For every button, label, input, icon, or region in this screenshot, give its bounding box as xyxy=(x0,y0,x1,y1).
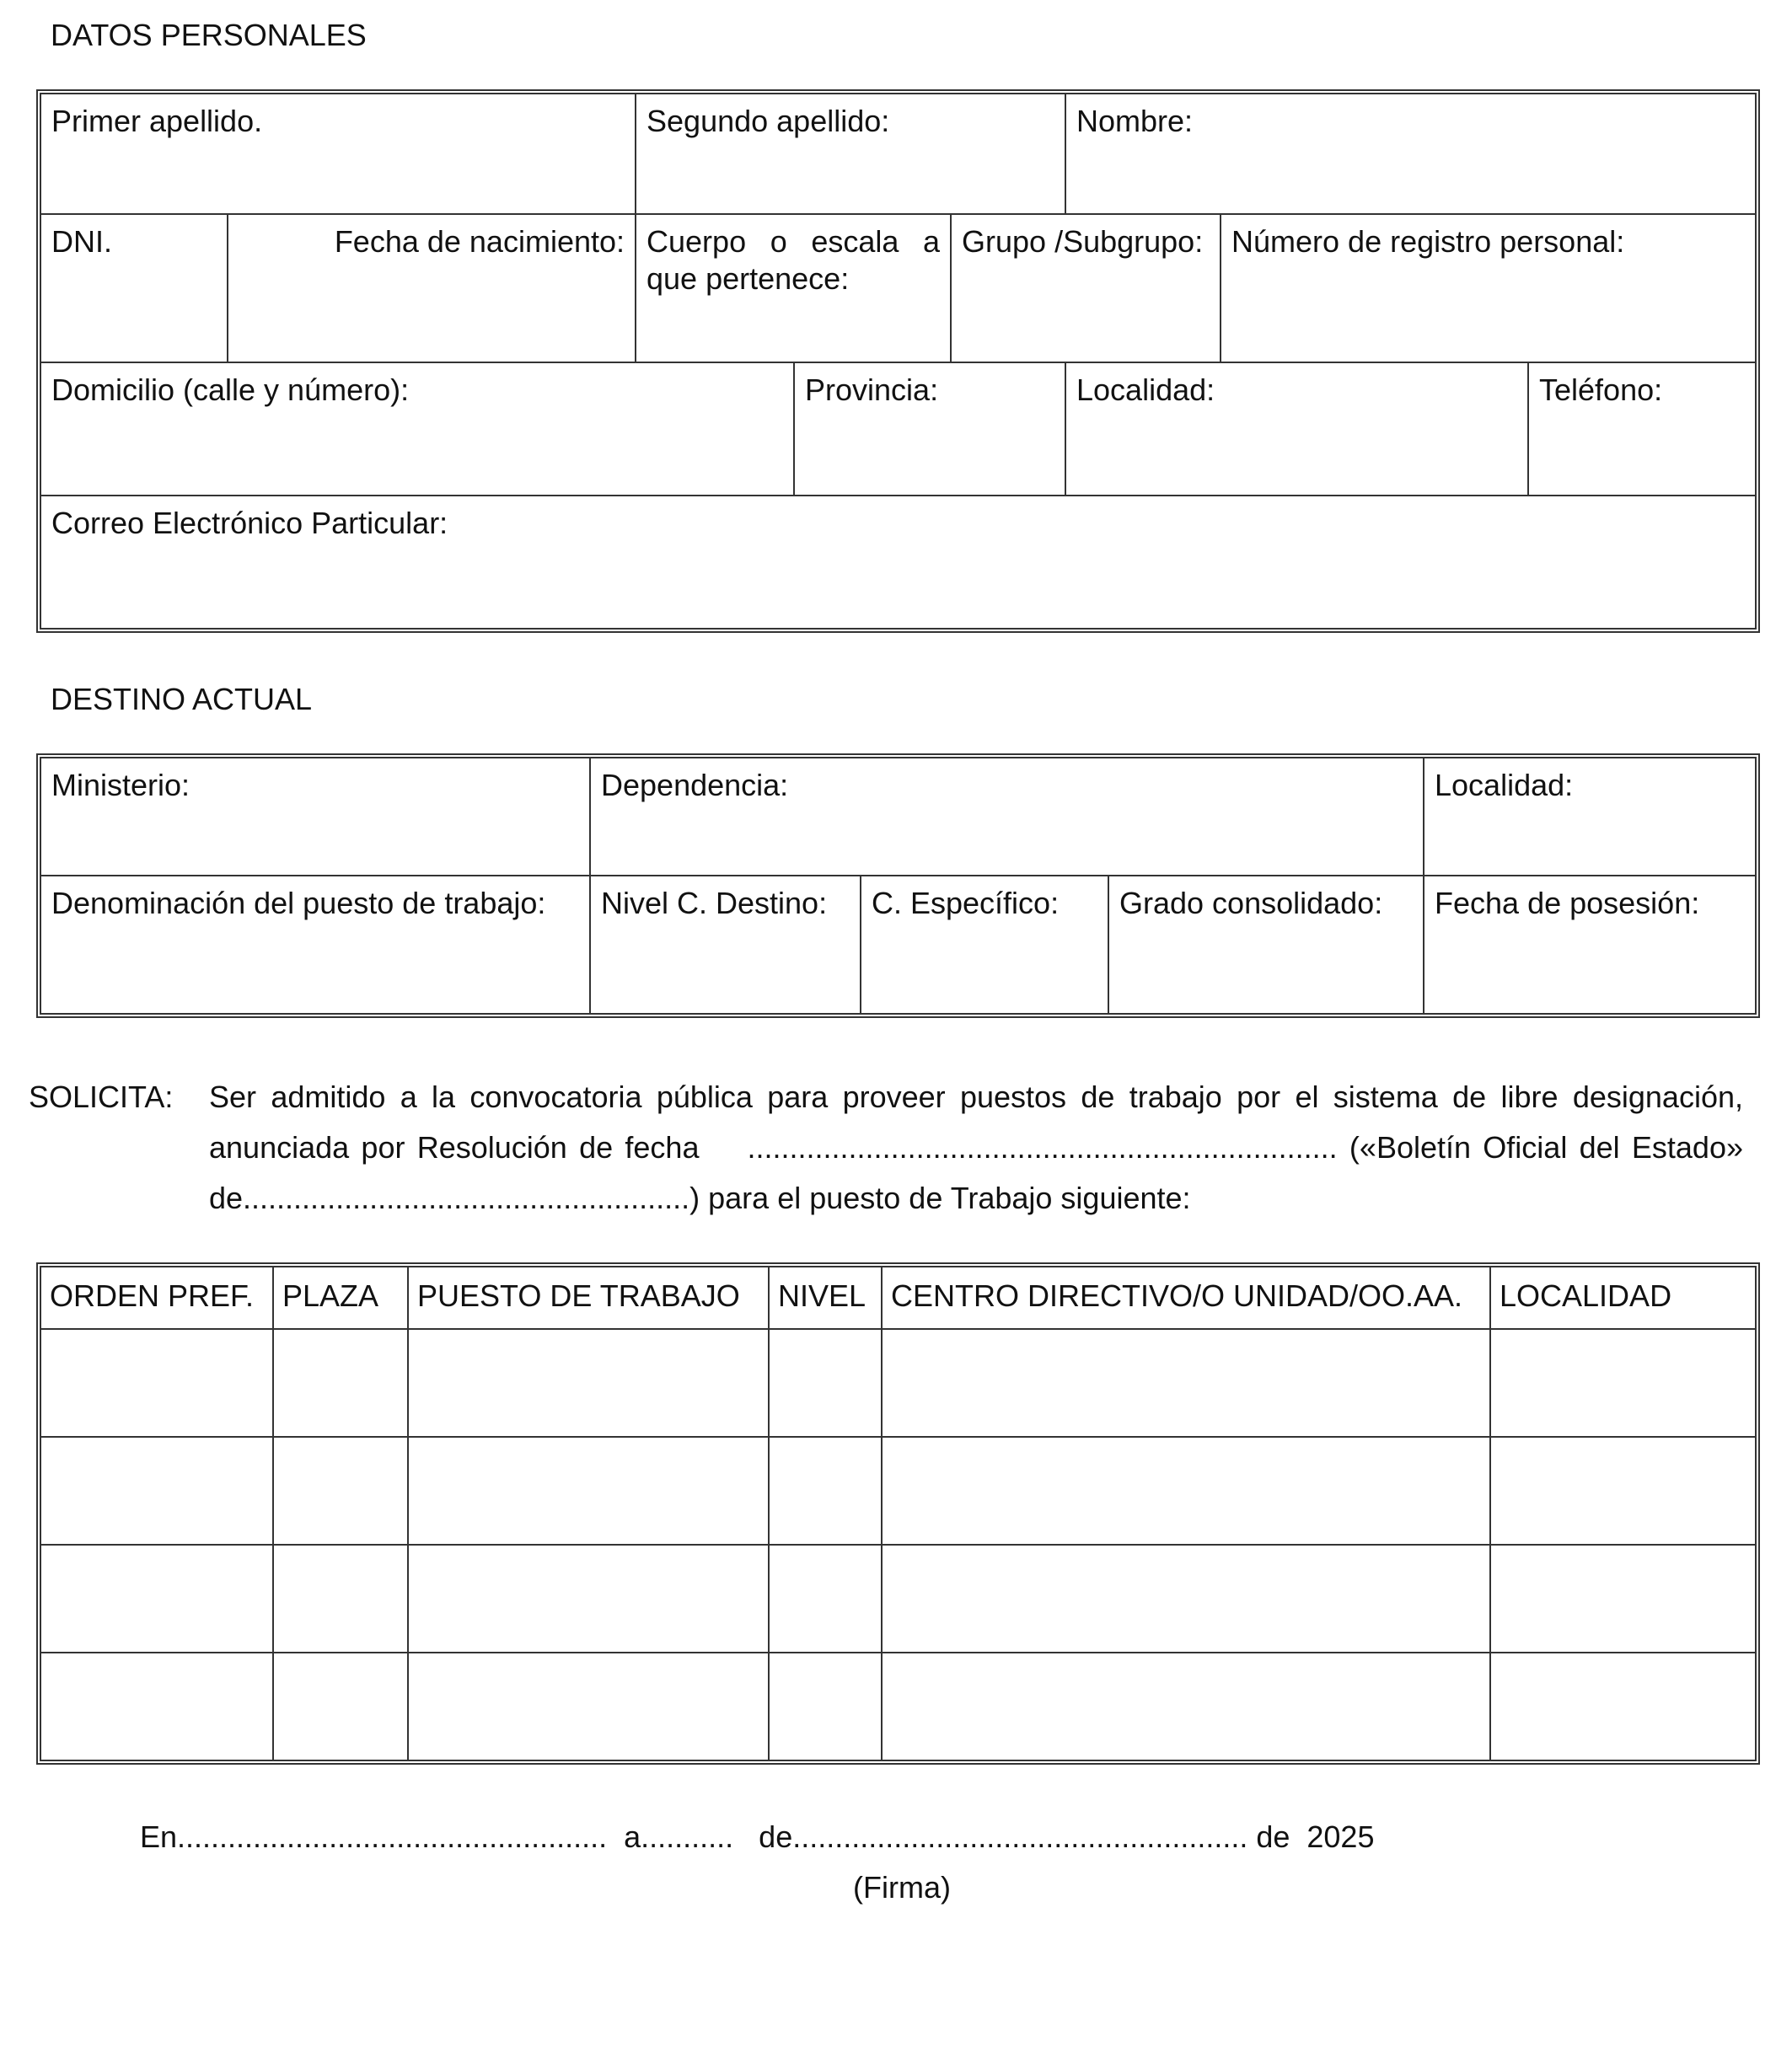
table-cell[interactable] xyxy=(769,1329,882,1437)
plazas-header-row xyxy=(40,1267,1756,1329)
table-cell[interactable] xyxy=(273,1653,408,1760)
domicilio-field[interactable] xyxy=(40,362,794,496)
dni-field[interactable] xyxy=(40,214,228,362)
numero-registro-label: Número de registro personal: xyxy=(1231,224,1625,259)
provincia-label: Provincia: xyxy=(805,372,939,407)
column-header: PLAZA xyxy=(273,1267,408,1329)
table-cell[interactable] xyxy=(882,1437,1490,1545)
firma-label: (Firma) xyxy=(853,1870,951,1905)
dependencia-label: Dependencia: xyxy=(601,768,789,802)
column-header: ORDEN PREF. xyxy=(40,1267,273,1329)
fecha-posesion-field[interactable] xyxy=(1424,876,1756,1014)
c-especifico-label: C. Específico: xyxy=(872,886,1060,920)
plazas-table xyxy=(40,1266,1757,1761)
grupo-subgrupo-field[interactable] xyxy=(951,214,1221,362)
denominacion-field[interactable] xyxy=(40,876,590,1014)
table-cell[interactable] xyxy=(408,1329,769,1437)
ministerio-field[interactable] xyxy=(40,758,590,876)
table-cell[interactable] xyxy=(408,1437,769,1545)
table-cell[interactable] xyxy=(769,1437,882,1545)
table-cell[interactable] xyxy=(1490,1545,1756,1653)
primer-apellido-label: Primer apellido. xyxy=(51,104,263,138)
destino-heading: DESTINO ACTUAL xyxy=(51,682,313,716)
destino-localidad-label: Localidad: xyxy=(1435,768,1574,802)
table-cell[interactable] xyxy=(882,1545,1490,1653)
correo-field[interactable] xyxy=(40,496,1756,629)
solicita-label: SOLICITA: xyxy=(29,1080,174,1114)
table-cell[interactable] xyxy=(273,1437,408,1545)
column-header: PUESTO DE TRABAJO xyxy=(408,1267,769,1329)
nombre-field[interactable] xyxy=(1065,94,1756,214)
domicilio-label: Domicilio (calle y número): xyxy=(51,372,410,407)
segundo-apellido-field[interactable] xyxy=(636,94,1065,214)
table-cell[interactable] xyxy=(40,1329,273,1437)
correo-label: Correo Electrónico Particular: xyxy=(51,506,448,540)
nivel-destino-field[interactable] xyxy=(590,876,861,1014)
personal-heading: DATOS PERSONALES xyxy=(51,18,367,52)
table-cell[interactable] xyxy=(408,1545,769,1653)
table-row xyxy=(40,1545,1756,1653)
table-cell[interactable] xyxy=(769,1653,882,1760)
table-cell[interactable] xyxy=(1490,1329,1756,1437)
table-cell[interactable] xyxy=(408,1653,769,1760)
table-row xyxy=(40,1653,1756,1760)
telefono-label: Teléfono: xyxy=(1539,372,1663,407)
dni-label: DNI. xyxy=(51,224,112,259)
primer-apellido-field[interactable] xyxy=(40,94,636,214)
grupo-subgrupo-label: Grupo /Subgrupo: xyxy=(962,224,1204,259)
table-cell[interactable] xyxy=(769,1545,882,1653)
column-header: CENTRO DIRECTIVO/O UNIDAD/OO.AA. xyxy=(882,1267,1490,1329)
solicita-line-3: de.....................................................) para el puesto de Trabajo siguiente: xyxy=(209,1181,1191,1215)
nivel-destino-label: Nivel C. Destino: xyxy=(601,886,828,920)
column-header: LOCALIDAD xyxy=(1490,1267,1756,1329)
localidad-field[interactable] xyxy=(1065,362,1528,496)
grado-field[interactable] xyxy=(1108,876,1424,1014)
table-row xyxy=(40,1437,1756,1545)
table-cell[interactable] xyxy=(273,1545,408,1653)
table-cell[interactable] xyxy=(40,1437,273,1545)
solicita-paragraph xyxy=(209,1072,1743,1224)
denominacion-label: Denominación del puesto de trabajo: xyxy=(51,886,546,920)
table-cell[interactable] xyxy=(882,1653,1490,1760)
grado-label: Grado consolidado: xyxy=(1119,886,1383,920)
destino-table xyxy=(40,757,1757,1015)
table-cell[interactable] xyxy=(40,1545,273,1653)
table-cell[interactable] xyxy=(1490,1653,1756,1760)
segundo-apellido-label: Segundo apellido: xyxy=(647,104,890,138)
column-header: NIVEL xyxy=(769,1267,882,1329)
fecha-posesion-label: Fecha de posesión: xyxy=(1435,886,1700,920)
table-cell[interactable] xyxy=(1490,1437,1756,1545)
ministerio-label: Ministerio: xyxy=(51,768,190,802)
fecha-nacimiento-field[interactable] xyxy=(228,214,636,362)
numero-registro-field[interactable] xyxy=(1221,214,1756,362)
c-especifico-field[interactable] xyxy=(861,876,1108,1014)
cuerpo-escala-label: Cuerpo o escala a que pertenece: xyxy=(647,224,941,296)
nombre-label: Nombre: xyxy=(1076,104,1194,138)
provincia-field[interactable] xyxy=(794,362,1065,496)
telefono-field[interactable] xyxy=(1528,362,1756,496)
table-cell[interactable] xyxy=(882,1329,1490,1437)
cuerpo-escala-field[interactable] xyxy=(636,214,951,362)
table-row xyxy=(40,1329,1756,1437)
table-cell[interactable] xyxy=(40,1653,273,1760)
table-cell[interactable] xyxy=(273,1329,408,1437)
destino-localidad-field[interactable] xyxy=(1424,758,1756,876)
localidad-label: Localidad: xyxy=(1076,372,1215,407)
solicita-line-2: anunciada por Resolución de fecha ...................................................................... («Boletín Oficial del Estado» xyxy=(209,1130,1743,1165)
solicita-line-1: Ser admitido a la convocatoria pública para proveer puestos de trabajo por el sistema de libre designación, xyxy=(209,1080,1743,1114)
fecha-nacimiento-label: Fecha de nacimiento: xyxy=(334,224,625,259)
place-date-line: En................................................... a........... de...................................................... de 2025 xyxy=(140,1819,1375,1854)
personal-data-table xyxy=(40,93,1757,630)
dependencia-field[interactable] xyxy=(590,758,1424,876)
